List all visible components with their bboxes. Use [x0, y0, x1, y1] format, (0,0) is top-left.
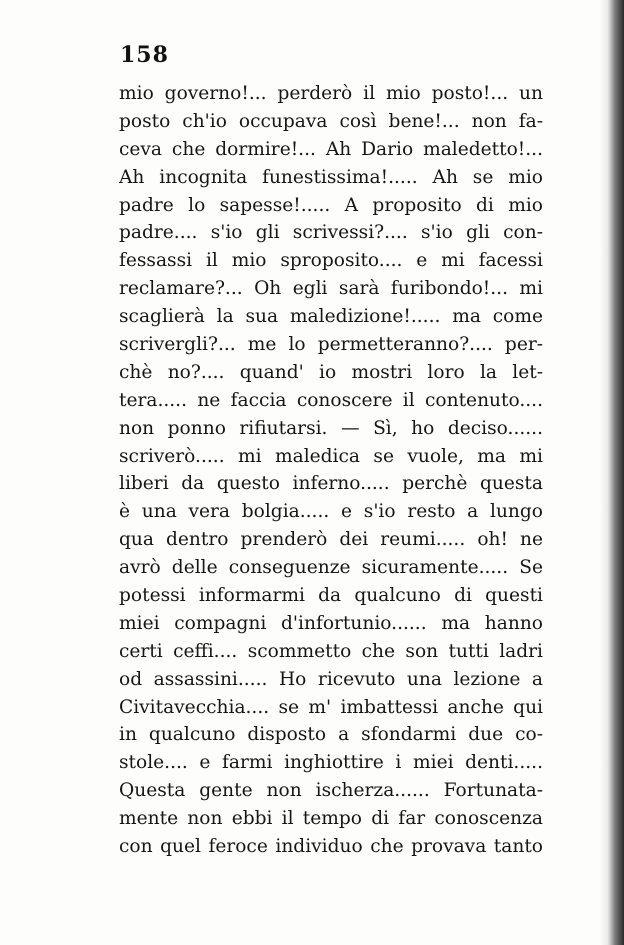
- text-line: Questa gente non ischerza...... Fortunata-: [119, 780, 543, 802]
- text-line: od assassini..... Ho ricevuto una lezione a: [119, 668, 543, 690]
- page-gutter-shadow: [600, 0, 608, 945]
- text-line: in qualcuno disposto a sfondarmi due co-: [119, 724, 543, 746]
- text-line: con quel feroce individuo che provava tanto: [119, 836, 543, 858]
- text-line: miei compagni d'infortunio...... ma hanno: [119, 612, 543, 634]
- text-line: avrò delle conseguenze sicuramente..... Se: [119, 557, 543, 579]
- page-number: 158: [120, 42, 169, 68]
- text-line: certi ceffi.... scommetto che son tutti ladri: [119, 640, 543, 662]
- text-line: padre.... s'io gli scrivessi?.... s'io gli con-: [119, 222, 543, 244]
- text-line: fessassi il mio sproposito.... e mi facessi: [119, 250, 543, 272]
- text-line: tera..... ne faccia conoscere il contenuto....: [119, 389, 543, 411]
- text-line: scrivergli?... me lo permetteranno?.... per-: [119, 334, 543, 356]
- text-line: non ponno rifiutarsi. — Sì, ho deciso......: [119, 417, 543, 439]
- text-line: stole.... e farmi inghiottire i miei denti.....: [119, 752, 543, 774]
- text-line: padre lo sapesse!..... A proposito di mio: [119, 194, 543, 216]
- text-line: è una vera bolgia..... e s'io resto a lungo: [119, 501, 543, 523]
- text-line: liberi da questo inferno..... perchè questa: [119, 473, 543, 495]
- text-line: Ah incognita funestissima!..... Ah se mio: [119, 166, 543, 188]
- body-text: [119, 80, 543, 861]
- text-line: posto ch'io occupava così bene!... non fa-: [119, 110, 543, 132]
- text-line: reclamare?... Oh egli sarà furibondo!... mi: [119, 278, 543, 300]
- text-line: Civitavecchia.... se m' imbattessi anche qui: [119, 696, 543, 718]
- text-line: chè no?.... quand' io mostri loro la let-: [119, 361, 543, 383]
- text-line: qua dentro prenderò dei reumi..... oh! ne: [119, 529, 543, 551]
- text-line: mio governo!... perderò il mio posto!... un: [119, 83, 543, 104]
- text-line: scriverò..... mi maledica se vuole, ma mi: [119, 445, 543, 467]
- text-line: ceva che dormire!... Ah Dario maledetto!...: [119, 138, 543, 160]
- text-line: mente non ebbi il tempo di far conoscenza: [119, 808, 543, 830]
- text-line: scaglierà la sua maledizione!..... ma come: [119, 306, 543, 328]
- text-line: potessi informarmi da qualcuno di questi: [119, 585, 543, 607]
- binding-edge: [608, 0, 624, 945]
